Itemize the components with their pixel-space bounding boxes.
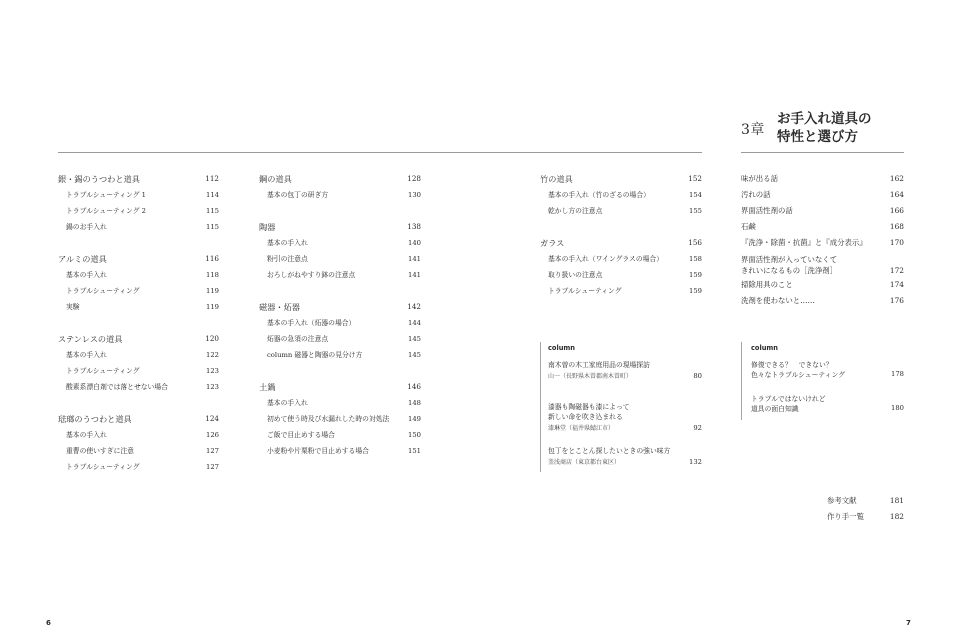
toc-entry [259,187,421,203]
toc-entry [741,235,904,251]
back-matter-item [827,493,904,509]
toc-entry-title: 銀・錫のうつわと道具 [58,174,140,184]
toc-entry-page: 174 [889,280,904,289]
toc-entry-title: 基本の手入れ [66,351,107,359]
toc-gap [259,363,421,379]
column-item-title-line2: 道具の面白知識 [751,405,799,413]
toc-entry-page: 154 [689,191,702,199]
toc-gap [259,283,421,299]
toc-entry-page: 148 [408,399,421,407]
toc-entry-page: 176 [889,296,904,305]
toc-entry [259,331,421,347]
toc-entry-title: ガラス [540,238,565,248]
chapter-heading [741,108,921,148]
toc-entry-title: 取り扱いの注意点 [548,271,603,279]
toc-entry-title: 竹の道具 [540,174,573,184]
toc-entry-title: 乾かし方の注意点 [548,207,603,215]
toc-entry-page: 123 [206,383,219,391]
toc-entry-title: 『洗浄・除菌・抗菌』と『成分表示』 [741,238,867,247]
toc-entry [58,219,219,235]
toc-entry-title: アルミの道具 [58,254,107,264]
toc-entry-page: 149 [408,415,421,423]
toc-entry [259,411,421,427]
toc-entry-page: 158 [689,255,702,263]
toc-entry-title: 炻器の急須の注意点 [267,335,329,343]
toc-entry [58,443,219,459]
toc-entry-title: 陶器 [259,222,276,232]
page-number-right: 7 [906,619,911,627]
toc-entry-page: 138 [407,222,421,231]
toc-entry-title: トラブルシューティング [66,287,140,295]
toc-entry-page: 130 [408,191,421,199]
toc-entry [741,203,904,219]
toc-entry-page: 146 [407,382,421,391]
toc-entry-page: 145 [408,351,421,359]
column-item [548,360,702,392]
toc-entry-title: トラブルシューティング [66,463,140,471]
column-item-maker: 釜浅商店（東京都台東区） [548,459,621,466]
toc-entry-page: 126 [206,431,219,439]
toc-entry [741,293,904,309]
toc-entry-page: 166 [889,206,904,215]
toc-entry [58,299,219,315]
toc-entry-page: 120 [205,334,219,343]
column-item-page: 132 [689,458,702,466]
toc-entry [540,267,702,283]
toc-entry-page: 142 [407,302,421,311]
column-item-maker: 山一（長野県木曽郡南木曽町） [548,373,633,380]
toc-gap [540,219,702,235]
column-item-title-line2: 新しい命を吹き込まれる [548,413,623,421]
back-matter-page: 182 [889,512,904,521]
toc-entry-page: 141 [408,255,421,263]
toc-entry-title: 鋼の道具 [259,174,292,184]
toc-entry-title: ステンレスの道具 [58,334,123,344]
column-item-maker: 漆琳堂（福井県鯖江市） [548,425,615,432]
toc-entry-title: トラブルシューティング 1 [66,191,146,199]
toc-entry-title: 琺瑯のうつわと道具 [58,414,132,424]
back-matter-title: 参考文献 [827,496,857,505]
toc-entry-title: 粉引の注意点 [267,255,308,263]
toc-gap [259,203,421,219]
toc-column-4 [741,171,904,309]
toc-entry-title: 基本の手入れ（竹のざるの場合） [548,191,650,199]
toc-entry [741,171,904,187]
toc-entry [58,347,219,363]
toc-entry-page: 168 [889,222,904,231]
toc-entry-title: ご飯で目止めする場合 [267,431,335,439]
toc-entry-page: 114 [206,191,219,199]
toc-entry [259,427,421,443]
toc-entry-page: 162 [889,174,904,183]
toc-entry [259,235,421,251]
toc-entry-title: 酸素系漂白剤では落とせない場合 [66,383,168,391]
toc-entry [259,347,421,363]
column-item-title: トラブルではないけれど [751,395,826,403]
toc-entry-page: 144 [408,319,421,327]
toc-entry-page: 159 [689,287,702,295]
toc-entry-page: 159 [689,271,702,279]
toc-gap [58,235,219,251]
toc-entry-title: 汚れの話 [741,190,771,199]
toc-entry-page: 123 [206,367,219,375]
toc-entry-page: 145 [408,335,421,343]
toc-entry [741,251,904,277]
toc-entry [741,277,904,293]
column-item [548,402,702,440]
column-item-page: 80 [693,372,702,380]
toc-entry [58,203,219,219]
toc-entry [259,267,421,283]
toc-entry-title: おろしがねやすり鉢の注意点 [267,271,356,279]
toc-entry-page: 127 [206,447,219,455]
page-number-left: 6 [46,619,51,627]
toc-entry-page: 128 [407,174,421,183]
back-matter-title: 作り手一覧 [827,512,864,521]
toc-entry-title: 基本の手入れ [66,271,107,279]
toc-column-1 [58,171,219,475]
toc-section-entry [259,299,421,315]
toc-gap [58,315,219,331]
chapter-number: 3章 [741,122,765,138]
toc-entry-page: 115 [206,223,219,231]
toc-entry [58,187,219,203]
toc-entry [741,187,904,203]
toc-entry [741,219,904,235]
toc-section-entry [259,219,421,235]
column-item-title-line2: 色々なトラブルシューティング [751,371,845,379]
column-item [751,360,904,386]
toc-gap [58,395,219,411]
toc-section-entry [58,251,219,267]
toc-entry [58,459,219,475]
toc-entry-page: 119 [206,287,219,295]
toc-section-entry [540,171,702,187]
toc-entry-page: 155 [689,207,702,215]
column-item-page: 92 [693,424,702,432]
toc-entry-title: トラブルシューティング [66,367,140,375]
toc-entry [58,267,219,283]
toc-entry-title: 初めて使う時及び水漏れした時の対処法 [267,415,390,423]
toc-entry-page: 151 [408,447,421,455]
right-page-rule [741,152,904,153]
toc-entry [259,395,421,411]
toc-entry-title-line1: 界面活性剤が入っていなくて [741,255,838,264]
toc-entry-page: 156 [688,238,702,247]
toc-entry [58,283,219,299]
toc-entry-title: 実験 [66,303,80,311]
toc-column-3 [540,171,702,299]
toc-entry [58,363,219,379]
toc-entry-title: 基本の手入れ [66,431,107,439]
back-matter-item [827,509,904,525]
toc-entry-title: 基本の手入れ [267,239,308,247]
toc-entry-title: トラブルシューティング 2 [66,207,146,215]
toc-entry-title: 基本の手入れ（炻器の場合） [267,319,356,327]
toc-column-2 [259,171,421,459]
chapter-title [777,110,872,146]
column-block-right [751,344,904,420]
toc-entry-title: 掃除用具のこと [741,280,793,289]
toc-entry-title [741,254,837,276]
toc-entry-title: トラブルシューティング [548,287,622,295]
toc-entry-title: 土鍋 [259,382,276,392]
column-item-page: 180 [891,404,904,412]
toc-entry [58,427,219,443]
toc-entry-title: 重曹の使いすぎに注意 [66,447,134,455]
toc-entry-page: 140 [408,239,421,247]
toc-section-entry [540,235,702,251]
toc-entry [540,203,702,219]
toc-entry-title: 界面活性剤の話 [741,206,793,215]
toc-entry-title: 味が出る話 [741,174,778,183]
toc-entry-page: 170 [889,238,904,247]
toc-section-entry [259,379,421,395]
toc-entry-title: 小麦粉や片栗粉で目止めする場合 [267,447,369,455]
toc-entry-title: 基本の手入れ [267,399,308,407]
toc-entry-page: 150 [408,431,421,439]
column-item-title: 漆器も陶磁器も漆によって [548,403,630,411]
toc-entry-page: 152 [688,174,702,183]
column-right-divider [741,342,742,420]
chapter-title-line2: 特性と選び方 [777,129,858,145]
toc-section-entry [58,331,219,347]
toc-entry-page: 127 [206,463,219,471]
column-item-title: 包丁をとことん探したいときの強い味方 [548,447,671,455]
toc-entry-page: 172 [889,266,904,275]
toc-entry [259,315,421,331]
toc-entry-title: 基本の包丁の研ぎ方 [267,191,329,199]
chapter-title-line1: お手入れ道具の [777,111,872,127]
toc-entry [259,251,421,267]
toc-entry [259,443,421,459]
column-label: column [751,344,778,352]
column-item-page: 178 [891,370,904,378]
toc-entry-page: 119 [206,303,219,311]
toc-section-entry [259,171,421,187]
toc-entry-page: 122 [206,351,219,359]
column-item [751,394,904,420]
toc-entry [540,283,702,299]
toc-entry-title: column 磁器と陶器の見分け方 [267,351,363,359]
toc-entry-page: 118 [206,271,219,279]
column-item-title: 南木曽の木工家庭用品の現場探訪 [548,361,650,369]
column-block-left [548,344,702,476]
toc-entry-page: 116 [205,254,219,263]
toc-entry-page: 124 [205,414,219,423]
column-item-title: 修復できる？ できない？ [751,361,833,369]
toc-entry-page: 115 [206,207,219,215]
toc-section-entry [58,171,219,187]
toc-entry-title: 洗剤を使わないと…… [741,296,815,305]
toc-entry [58,379,219,395]
toc-entry-page: 164 [889,190,904,199]
back-matter-page: 181 [889,496,904,505]
toc-entry-title: 石鹸 [741,222,756,231]
toc-entry [540,187,702,203]
back-matter [827,493,904,525]
toc-entry-page: 141 [408,271,421,279]
toc-entry-title: 基本の手入れ（ワイングラスの場合） [548,255,664,263]
column-item [548,446,702,476]
toc-section-entry [58,411,219,427]
toc-entry-title: 錫のお手入れ [66,223,107,231]
column-left-divider [540,342,541,472]
column-label: column [548,344,575,352]
left-page-rule [58,152,702,153]
toc-entry-title: 磁器・炻器 [259,302,300,312]
toc-entry [540,251,702,267]
toc-entry-title-line2: きれいになるもの［洗浄剤］ [741,266,838,275]
toc-entry-page: 112 [205,174,219,183]
